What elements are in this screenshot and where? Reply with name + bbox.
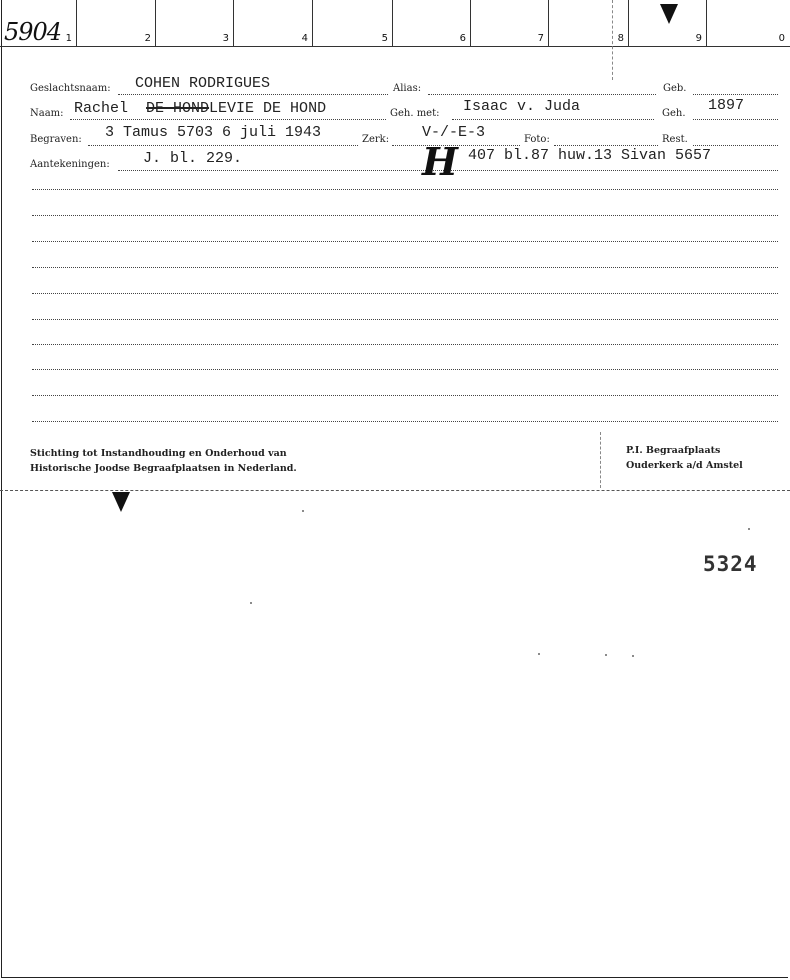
dotted-line bbox=[32, 293, 778, 294]
struck-name: DE HOND bbox=[146, 100, 210, 117]
fold-line bbox=[612, 0, 613, 80]
ruler-number: 2 bbox=[144, 33, 151, 44]
dotted-line bbox=[32, 344, 778, 345]
card-number: 5904 bbox=[4, 18, 62, 46]
tear-line bbox=[0, 490, 790, 491]
born-top-label: Geb. bbox=[663, 83, 687, 94]
ruler-cell bbox=[471, 0, 549, 46]
dotted-line bbox=[88, 145, 358, 146]
dotted-line bbox=[32, 215, 778, 216]
fold-line bbox=[600, 432, 601, 488]
ruler-cell bbox=[393, 0, 471, 46]
surname-value: COHEN RODRIGUES bbox=[135, 75, 271, 92]
ruler-cell bbox=[549, 0, 629, 46]
ruler-number: 7 bbox=[537, 33, 544, 44]
handwritten-mark: H bbox=[422, 139, 458, 184]
dotted-line bbox=[693, 145, 778, 146]
surname-label: Geslachtsnaam: bbox=[30, 83, 111, 94]
org-line-1: Stichting tot Instandhouding en Onderhoud van bbox=[30, 448, 287, 459]
notes-value-2: 407 bl.87 huw.13 Sivan 5657 bbox=[468, 147, 712, 164]
first-name: Rachel bbox=[74, 100, 129, 117]
ruler-number: 4 bbox=[301, 33, 308, 44]
ruler-number: 1 bbox=[65, 33, 72, 44]
speck bbox=[302, 510, 304, 512]
dotted-line bbox=[32, 395, 778, 396]
alias-label: Alias: bbox=[393, 83, 422, 94]
plot-label: Zerk: bbox=[362, 134, 390, 145]
speck bbox=[538, 653, 540, 655]
ruler-baseline bbox=[0, 46, 790, 47]
speck bbox=[748, 528, 750, 530]
organization-footer bbox=[30, 446, 297, 476]
ruler-number: 9 bbox=[695, 33, 702, 44]
speck bbox=[250, 602, 252, 604]
dotted-line bbox=[70, 119, 386, 120]
born-value: 1897 bbox=[708, 97, 745, 114]
dotted-line bbox=[693, 94, 778, 95]
dotted-line bbox=[118, 94, 388, 95]
dotted-line bbox=[32, 267, 778, 268]
married-to-value: Isaac v. Juda bbox=[463, 98, 581, 115]
ruler-number: 5 bbox=[381, 33, 388, 44]
dotted-line bbox=[452, 119, 654, 120]
index-marker-icon bbox=[660, 4, 678, 24]
ruler-number: 8 bbox=[617, 33, 624, 44]
ruler-number: 3 bbox=[222, 33, 229, 44]
stamp-number: 5324 bbox=[703, 552, 758, 576]
name-correction: LEVIE DE HOND bbox=[209, 100, 327, 117]
dotted-line bbox=[32, 189, 778, 190]
org-line-2: Historische Joodse Begraafplaatsen in Nederland. bbox=[30, 463, 297, 474]
buried-label: Begraven: bbox=[30, 134, 82, 145]
dotted-line bbox=[554, 145, 658, 146]
ruler-cell bbox=[707, 0, 790, 46]
ruler-cell bbox=[234, 0, 313, 46]
dotted-line bbox=[32, 241, 778, 242]
cemetery-footer bbox=[626, 443, 743, 473]
speck bbox=[632, 655, 634, 657]
plot-value: V-/-E-3 bbox=[422, 124, 486, 141]
buried-value: 3 Tamus 5703 6 juli 1943 bbox=[105, 124, 322, 141]
notes-value: J. bl. 229. bbox=[143, 150, 243, 167]
ruler-number: 0 bbox=[778, 33, 785, 44]
dotted-line bbox=[32, 319, 778, 320]
born-label: Geh. bbox=[662, 108, 686, 119]
married-to-label: Geh. met: bbox=[390, 108, 440, 119]
name-label: Naam: bbox=[30, 108, 64, 119]
dotted-line bbox=[32, 421, 778, 422]
place-line-2: Ouderkerk a/d Amstel bbox=[626, 460, 743, 471]
dotted-line bbox=[32, 369, 778, 370]
photo-label: Foto: bbox=[524, 134, 550, 145]
dotted-line bbox=[693, 119, 778, 120]
index-marker-icon bbox=[112, 492, 130, 512]
name-value bbox=[74, 100, 326, 117]
dotted-line bbox=[428, 94, 656, 95]
ruler-cell bbox=[156, 0, 234, 46]
ruler-cell bbox=[77, 0, 156, 46]
ruler-cell bbox=[313, 0, 393, 46]
rest-label: Rest. bbox=[662, 134, 688, 145]
notes-label: Aantekeningen: bbox=[30, 159, 110, 170]
place-line-1: P.I. Begraafplaats bbox=[626, 445, 721, 456]
ruler-number: 6 bbox=[459, 33, 466, 44]
speck bbox=[605, 654, 607, 656]
